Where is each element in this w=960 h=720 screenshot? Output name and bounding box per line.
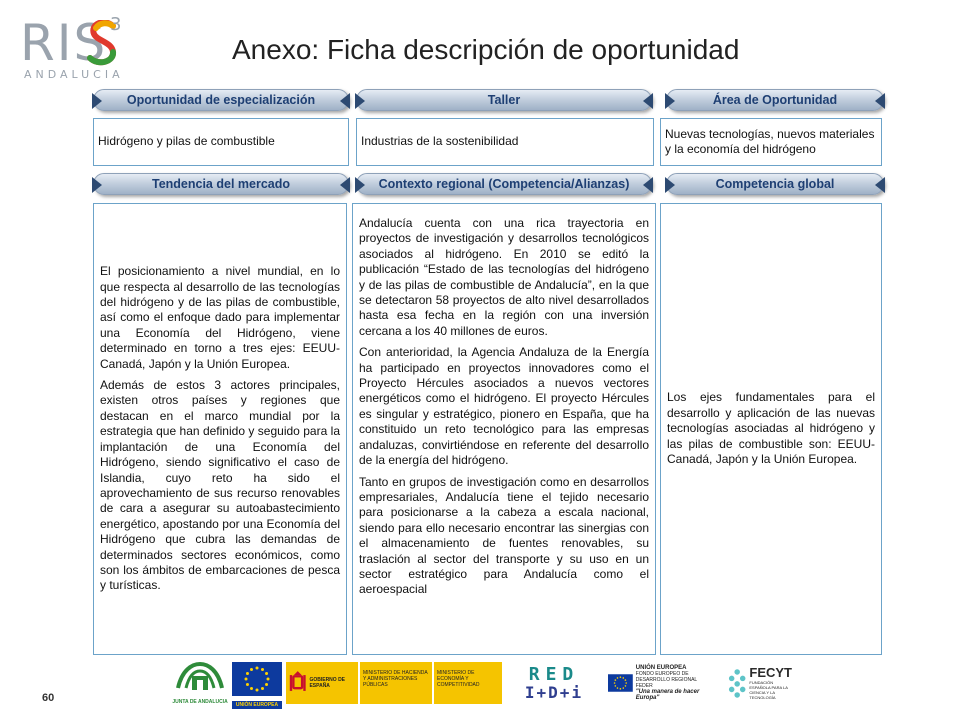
ministerio-economia-logo — [434, 662, 502, 704]
eu-star — [265, 683, 268, 686]
eu-star — [256, 667, 259, 670]
eu-star — [261, 668, 264, 671]
fecyt-logo — [728, 662, 792, 704]
eu-flag-icon — [232, 662, 282, 696]
contexto-paragraph-1: Andalucía cuenta con una rica trayectoria en proyectos de investigación y desarrollos tecnológicos asociados al hidrógeno. En 2010 se editó la publicación “Estado de las tecnologías del hidrógeno y de las pilas de combustible de Andalucía”, en la que se detectaron 58 proyectos de alto nivel desarrollados hasta esa fecha en la región con una inversión cercana a los 40 millones de euros. — [359, 216, 649, 338]
box-taller — [356, 118, 654, 166]
red-text: RED — [528, 663, 580, 685]
fecyt-text: FECYT — [749, 665, 792, 680]
eu-star — [261, 687, 264, 690]
spain-coat-of-arms-icon — [289, 667, 306, 699]
eu-text-1: UNIÓN EUROPEA — [232, 701, 282, 709]
footer-logos — [172, 662, 792, 708]
box-oportunidad — [93, 118, 349, 166]
header-taller: Taller — [356, 89, 652, 111]
eu-star — [614, 682, 616, 684]
fecyt-subtitle: FUNDACIÓN ESPAÑOLA PARA LA CIENCIA Y LA TECNOLOGÍA — [749, 680, 788, 700]
eu-star — [246, 683, 249, 686]
eu-star — [620, 676, 622, 678]
ris3-logo — [20, 14, 132, 82]
eu-star — [623, 687, 625, 689]
eu-flag-icon — [608, 671, 633, 695]
header-contexto: Contexto regional (Competencia/Alianzas) — [356, 173, 652, 195]
eu-star — [625, 682, 627, 684]
eu-star — [620, 688, 622, 690]
feder-acronym: FEDER — [635, 683, 653, 689]
box-contexto — [352, 203, 656, 655]
area-text: Nuevas tecnologías, nuevos materiales y la economía del hidrógeno — [665, 127, 875, 156]
eu-star — [246, 672, 249, 675]
feder-fondo: FONDO EUROPEO DE DESARROLLO REGIONAL — [635, 671, 698, 683]
feder-motto: "Una manera de hacer Europa" — [635, 689, 700, 701]
eu-star — [615, 685, 617, 687]
contexto-paragraph-3: Tanto en grupos de investigación como en desarrollos empresariales, Andalucía tiene el tejido necesario para posicionarse a la cabeza a escala nacional, siendo para ello necesario encontrar las sinergias con el almacenamiento de fuentes renovables, su traslación al sector del transporte y su uso en un sector estratégico para Andalucía como el aeroespacial — [359, 474, 649, 597]
fecyt-molecule-icon — [728, 666, 746, 700]
logo-text: RIS — [20, 14, 108, 72]
logo-superscript: 3 — [110, 14, 122, 35]
eu-star — [617, 677, 619, 679]
junta-emblem-icon — [172, 662, 228, 694]
header-area: Área de Oportunidad — [666, 89, 884, 111]
tendencia-paragraph-2: Además de estos 3 actores principales, existen otros países y regiones que destacan en el marco mundial por la estrategia que han definido y seguido para la implantación de una Economía del Hidrógeno, siendo significativo el caso de Islandia, cuyo reto ha sido el aprovechamiento de sus recurso renovables de cara a asegurar su autoabastecimiento energético, apostando por una Economía del Hidrógeno que cubra las demandas de determinados sectores económicos, como son los ámbitos de embarcaciones de pesca y turísticas. — [100, 378, 340, 593]
eu-logo-1 — [232, 662, 282, 708]
ministerio-hacienda-logo — [360, 662, 432, 704]
oportunidad-text: Hidrógeno y pilas de combustible — [98, 134, 275, 149]
ministerio-hacienda-text: MINISTERIO DE HACIENDA Y ADMINISTRACIONES PÚBLICAS — [363, 670, 428, 688]
header-tendencia: Tendencia del mercado — [93, 173, 349, 195]
taller-text: Industrias de la sostenibilidad — [361, 134, 519, 149]
eu-star — [250, 668, 253, 671]
logo-subtitle: ANDALUCIA — [24, 68, 124, 81]
global-paragraph-1: Los ejes fundamentales para el desarrollo y aplicación de las nuevas tecnologías asociadas al hidrógeno y las pilas de combustible son: EEUU- Canadá, Japón y la Unión Europea. — [667, 390, 875, 467]
eu-star — [615, 679, 617, 681]
page-number: 60 — [42, 692, 55, 704]
idi-text: I+D+i — [524, 682, 584, 702]
eu-star — [623, 677, 625, 679]
feder-title: UNIÓN EUROPEA — [635, 665, 687, 671]
red-idi-logo — [508, 662, 600, 704]
eu-star — [256, 689, 259, 692]
gobierno-espana-logo — [286, 662, 358, 704]
eu-star — [267, 678, 270, 681]
eu-star — [617, 687, 619, 689]
box-competencia-global — [660, 203, 882, 655]
eu-star — [625, 685, 627, 687]
gobierno-text: GOBIERNO DE ESPAÑA — [309, 677, 346, 689]
ministerio-economia-text: MINISTERIO DE ECONOMÍA Y COMPETITIVIDAD — [437, 670, 480, 688]
page-title: Anexo: Ficha descripción de oportunidad — [232, 34, 740, 65]
eu-star — [250, 687, 253, 690]
eu-star — [245, 678, 248, 681]
header-oportunidad: Oportunidad de especialización — [93, 89, 349, 111]
contexto-paragraph-2: Con anterioridad, la Agencia Andaluza de la Energía ha participado en proyectos innovadores como el Proyecto Hércules asociados a nuevos vectores energéticos como el hidrógeno. El proyecto Hércules es singular y estratégico, pionero en España, que ha constituido un reto tecnológico para las empresas andaluzas, convirtiéndose en referente del desarrollo de la energía del hidrógeno. — [359, 345, 649, 468]
box-area — [660, 118, 882, 166]
junta-andalucia-logo — [172, 662, 228, 704]
junta-text: JUNTA DE ANDALUCIA — [172, 699, 228, 705]
box-tendencia — [93, 203, 347, 655]
eu-feder-logo — [608, 662, 720, 704]
header-competencia-global: Competencia global — [666, 173, 884, 195]
tendencia-paragraph-1: El posicionamiento a nivel mundial, en lo que respecta al desarrollo de las tecnologías del hidrógeno y de las pilas de combustible, así como el enfoque dado para implementar una Economía del Hidrógeno, viene determinado en torno a tres ejes: EEUU- Canadá, Japón y la Unión Europea. — [100, 264, 340, 371]
eu-star — [625, 679, 627, 681]
eu-star — [265, 672, 268, 675]
